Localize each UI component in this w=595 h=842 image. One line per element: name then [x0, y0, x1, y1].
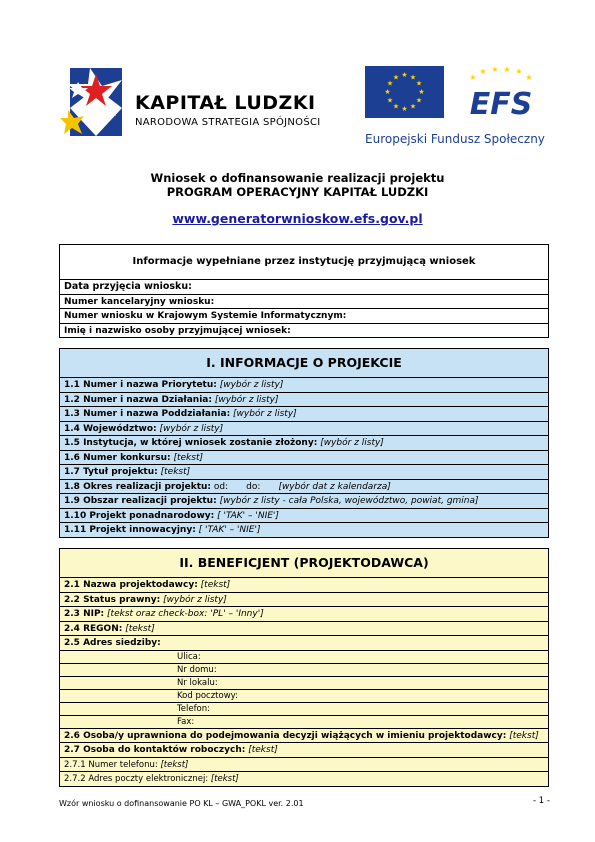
field-label: 1.2 Numer i nazwa Działania: — [64, 394, 212, 405]
svg-text:★: ★ — [515, 67, 523, 76]
field-1-11[interactable] — [60, 522, 548, 537]
address-apartment-label: Nr lokalu: — [177, 677, 218, 688]
kapital-ludzki-subtitle: NARODOWA STRATEGIA SPÓJNOŚCI — [135, 117, 321, 128]
field-2-2[interactable] — [60, 592, 548, 607]
field-label: 1.9 Obszar realizacji projektu: — [64, 496, 217, 506]
field-hint: [tekst] — [248, 745, 278, 755]
field-label: 2.7 Osoba do kontaktów roboczych: — [64, 745, 246, 755]
field-hint: [tekst] — [509, 730, 539, 741]
field-hint: [tekst] — [210, 774, 239, 784]
efs-logo-icon — [461, 64, 541, 120]
field-hint: [ 'TAK' – 'NIE'] — [217, 510, 279, 521]
field-2-5 — [60, 635, 548, 650]
section-1-table — [59, 348, 549, 538]
field-2-1[interactable] — [60, 577, 548, 592]
field-label: 1.4 Województwo: — [64, 423, 157, 434]
field-hint: [tekst] — [160, 759, 189, 770]
intake-receiver-field[interactable] — [60, 323, 548, 338]
svg-text:★: ★ — [491, 65, 499, 74]
document-title-line1: Wniosek o dofinansowanie realizacji projektu — [150, 171, 445, 185]
svg-text:★: ★ — [409, 102, 417, 111]
field-1-5[interactable] — [60, 435, 548, 450]
intake-office-number-label: Numer kancelaryjny wniosku: — [64, 296, 215, 307]
svg-text:★: ★ — [479, 67, 487, 76]
field-label: 2.5 Adres siedziby: — [64, 638, 161, 648]
address-fax-field[interactable] — [60, 715, 548, 728]
field-label: 1.5 Instytucja, w której wniosek zostanie złożony: — [64, 438, 318, 448]
field-1-10[interactable] — [60, 508, 548, 523]
intake-ksi-number-field[interactable] — [60, 308, 548, 323]
field-1-9[interactable] — [60, 493, 548, 508]
address-phone-label: Telefon: — [177, 703, 211, 714]
field-label: 2.2 Status prawny: — [64, 594, 161, 605]
field-hint: [wybór z listy] — [214, 394, 279, 405]
address-house-number-field[interactable] — [60, 663, 548, 676]
svg-text:★: ★ — [409, 73, 417, 82]
field-hint: [tekst] — [200, 580, 231, 590]
field-label: 2.4 REGON: — [64, 623, 123, 634]
period-from-label: od: — [213, 481, 229, 492]
field-hint: [wybór z listy] — [163, 594, 227, 605]
intake-receiver-label: Imię i nazwisko osoby przyjmującej wniosek: — [64, 325, 291, 336]
field-1-4[interactable] — [60, 421, 548, 436]
field-1-7[interactable] — [60, 464, 548, 479]
address-postal-code-label: Kod pocztowy: — [177, 690, 238, 701]
svg-text:★: ★ — [503, 65, 511, 74]
document-title-line2: PROGRAM OPERACYJNY KAPITAŁ LUDZKI — [166, 185, 429, 199]
svg-text:★: ★ — [415, 96, 423, 105]
field-hint: [wybór z listy] — [219, 380, 284, 390]
intake-table — [59, 244, 549, 338]
address-street-label: Ulica: — [177, 651, 201, 662]
svg-text:★: ★ — [392, 102, 400, 111]
field-hint: [tekst] — [173, 452, 204, 463]
field-2-7-2[interactable] — [60, 771, 548, 786]
field-hint: [tekst] — [160, 467, 191, 477]
period-to-label: do: — [246, 481, 261, 492]
page-number: - 1 - — [533, 796, 550, 806]
field-1-8[interactable] — [60, 479, 548, 494]
section-1-title: I. INFORMACJE O PROJEKCIE — [206, 355, 402, 370]
field-hint: [wybór z listy] — [320, 438, 384, 448]
efs-name: Europejski Fundusz Społeczny — [365, 132, 545, 146]
address-apartment-field[interactable] — [60, 676, 548, 689]
svg-text:★: ★ — [384, 88, 391, 96]
field-hint: [ 'TAK' – 'NIE'] — [198, 525, 261, 535]
field-1-3[interactable] — [60, 406, 548, 421]
field-hint: [tekst] — [125, 623, 155, 634]
field-2-7[interactable] — [60, 742, 548, 757]
intake-office-number-field[interactable] — [60, 294, 548, 309]
svg-text:★: ★ — [401, 105, 408, 113]
section-2-title: II. BENEFICJENT (PROJEKTODAWCA) — [179, 555, 429, 570]
field-hint: [wybór z listy] — [233, 409, 297, 419]
field-2-6[interactable] — [60, 728, 548, 743]
field-label: 1.3 Numer i nazwa Poddziałania: — [64, 409, 231, 419]
svg-text:★: ★ — [525, 73, 533, 82]
field-label: 1.8 Okres realizacji projektu: — [64, 481, 212, 492]
field-label: 2.3 NIP: — [64, 609, 105, 619]
efs-mark: EFS — [469, 87, 533, 120]
field-1-2[interactable] — [60, 392, 548, 407]
field-2-4[interactable] — [60, 621, 548, 636]
field-label: 1.7 Tytuł projektu: — [64, 467, 158, 477]
field-label: 2.7.1 Numer telefonu: — [64, 759, 158, 770]
footer-text: Wzór wniosku o dofinansowanie PO KL – GWA_POKL ver. 2.01 — [59, 799, 304, 808]
field-label: 2.1 Nazwa projektodawcy: — [64, 580, 198, 590]
generator-link[interactable]: www.generatorwnioskow.efs.gov.pl — [172, 211, 423, 226]
address-postal-code-field[interactable] — [60, 689, 548, 702]
address-phone-field[interactable] — [60, 702, 548, 715]
field-hint: [wybór z listy] — [159, 423, 224, 434]
address-house-number-label: Nr domu: — [177, 664, 217, 675]
address-fax-label: Fax: — [177, 716, 195, 727]
field-hint: [wybór dat z kalendarza] — [278, 481, 391, 492]
field-label: 2.6 Osoba/y uprawniona do podejmowania decyzji wiążących w imieniu projektodawcy: — [64, 730, 507, 741]
svg-text:★: ★ — [418, 88, 425, 96]
kapital-ludzki-star-icon — [60, 58, 132, 138]
field-hint: [tekst oraz check-box: 'PL' – 'Inny'] — [107, 609, 264, 619]
field-2-7-1[interactable] — [60, 757, 548, 772]
intake-date-field[interactable] — [60, 279, 548, 294]
svg-text:★: ★ — [401, 71, 408, 79]
field-1-6[interactable] — [60, 450, 548, 465]
section-2-table — [59, 548, 549, 787]
svg-text:★: ★ — [386, 79, 394, 88]
svg-text:★: ★ — [415, 79, 423, 88]
field-1-1[interactable] — [60, 377, 548, 392]
kapital-ludzki-title: KAPITAŁ LUDZKI — [135, 92, 316, 114]
field-label: 1.6 Numer konkursu: — [64, 452, 171, 463]
field-label: 1.10 Projekt ponadnarodowy: — [64, 510, 215, 521]
svg-text:★: ★ — [469, 73, 477, 82]
address-street-field[interactable] — [60, 650, 548, 663]
field-hint: [wybór z listy - cała Polska, województwo, powiat, gmina] — [219, 496, 479, 506]
field-label: 2.7.2 Adres poczty elektronicznej: — [64, 774, 209, 784]
intake-title: Informacje wypełniane przez instytucję przyjmującą wniosek — [132, 256, 476, 267]
intake-date-label: Data przyjęcia wniosku: — [64, 281, 192, 292]
intake-ksi-number-label: Numer wniosku w Krajowym Systemie Informatycznym: — [64, 311, 347, 321]
svg-text:★: ★ — [386, 96, 394, 105]
field-2-3[interactable] — [60, 606, 548, 621]
field-label: 1.11 Projekt innowacyjny: — [64, 525, 196, 535]
eu-flag-icon — [365, 66, 444, 118]
kapital-ludzki-logo — [60, 58, 340, 148]
svg-text:★: ★ — [392, 73, 400, 82]
field-label: 1.1 Numer i nazwa Priorytetu: — [64, 380, 217, 390]
